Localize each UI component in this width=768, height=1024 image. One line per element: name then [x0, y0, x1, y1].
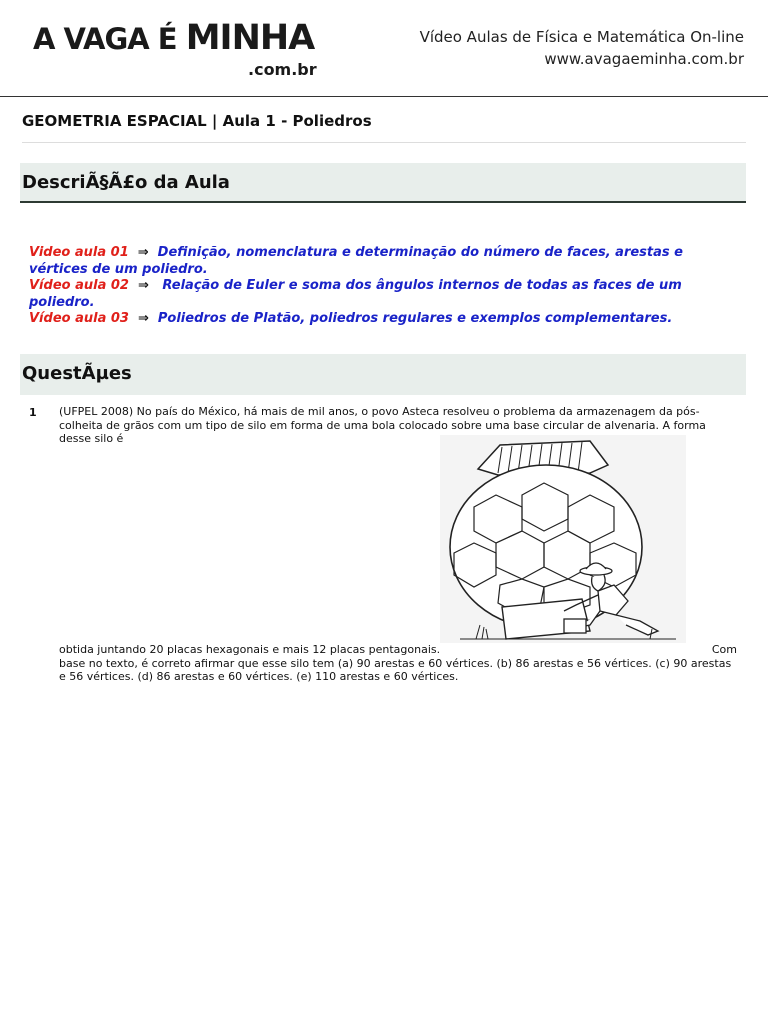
question-options: base no texto, é correto afirmar que esse silo tem (a) 90 arestas e 60 vértices. (b) 86 arestas e 56 vértices. (c) 90 arestas e 56 vértices. (d) 86 arestas e 60 vértices. (e) 110 arestas e 60 vértices.: [59, 656, 732, 683]
arrow-icon: ⇒: [137, 311, 149, 326]
video-list: [29, 245, 719, 328]
silo-illustration: [440, 435, 686, 643]
description-section-header: [20, 163, 746, 203]
question-number: 1: [29, 406, 37, 419]
question-continuation: [59, 643, 737, 684]
video-item[interactable]: [29, 278, 719, 311]
header-divider: [0, 96, 768, 97]
lesson-title: GEOMETRIA ESPACIAL | Aula 1 - Poliedros: [22, 112, 372, 130]
title-divider: [22, 142, 746, 143]
logo-text-part1: A VAGA É: [33, 22, 186, 56]
page-header: [0, 0, 768, 96]
question-text-word: Com: [711, 643, 737, 656]
video-item[interactable]: [29, 311, 719, 328]
video-description: Poliedros de Platão, poliedros regulares e exemplos complementares.: [157, 311, 673, 326]
video-description: Relação de Euler e soma dos ângulos internos de todas as faces de um poliedro.: [29, 278, 682, 310]
logo-text-part2: MINHA: [185, 18, 315, 58]
arrow-icon: ⇒: [137, 278, 149, 293]
site-tagline: [420, 26, 744, 70]
questions-section-title: QuestÃµes: [22, 363, 132, 384]
video-description: Definição, nomenclatura e determinação do número de faces, arestas e vértices de um poliedro.: [29, 245, 683, 277]
video-item[interactable]: [29, 245, 719, 278]
video-label: Vídeo aula 02: [29, 278, 129, 293]
video-label: Video aula 01: [29, 245, 129, 260]
logo-domain: .com.br: [248, 60, 317, 79]
question-text: (UFPEL 2008) No país do México, há mais de mil anos, o povo Asteca resolveu o problema da armazenagem da pós-colheita de grãos com um tipo de silo em forma de uma bola colocado sobre uma base circular de alvenaria. A forma desse silo é: [59, 405, 706, 445]
site-logo[interactable]: [33, 18, 314, 58]
question-text-line: obtida juntando 20 placas hexagonais e mais 12 placas pentagonais.: [59, 643, 441, 656]
tagline-text: Vídeo Aulas de Física e Matemática On-line: [419, 28, 744, 46]
video-label: Vídeo aula 03: [29, 311, 129, 326]
site-url[interactable]: www.avagaeminha.com.br: [544, 50, 744, 68]
questions-section-header: [20, 354, 746, 395]
arrow-icon: ⇒: [137, 245, 149, 260]
description-section-title: DescriÃ§Ã£o da Aula: [22, 172, 230, 193]
